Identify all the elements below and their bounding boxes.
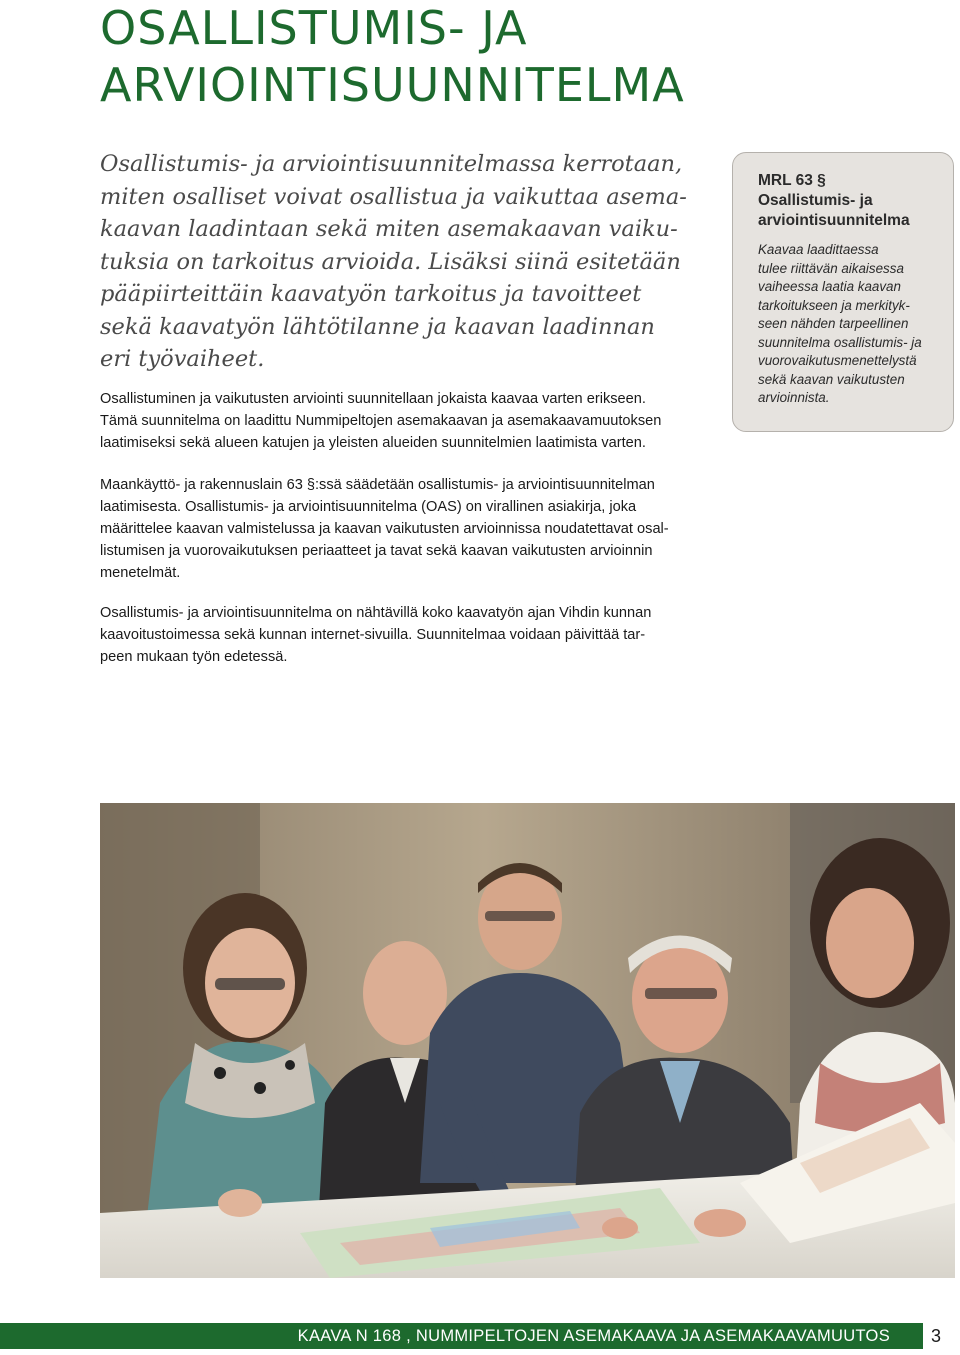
body-line: määrittelee kaavan valmistelussa ja kaavan vaikutusten arvioinnissa noudatettavat osal- <box>100 521 669 537</box>
lead-line: Osallistumis- ja arviointisuunnitelmassa kerrotaan, <box>100 151 683 177</box>
page-number: 3 <box>931 1326 942 1346</box>
body-line: laatimisesta. Osallistumis- ja arviointisuunnitelma (OAS) on virallinen asiakirja, joka <box>100 499 637 515</box>
sidebar-text-line: vaiheessa laatia kaavan <box>758 279 901 294</box>
meeting-photo <box>100 803 955 1278</box>
body-paragraph-3 <box>100 602 700 668</box>
body-line: listumisen ja vuorovaikutuksen periaatteet ja tavat sekä kaavan vaikutusten arvioinnin <box>100 543 653 559</box>
lead-line: sekä kaavatyön lähtötilanne ja kaavan laadinnan <box>100 313 655 340</box>
sidebar-text-line: vuorovaikutusmenettelystä <box>758 353 917 368</box>
body-paragraph-2 <box>100 474 700 584</box>
meeting-photo-illustration <box>100 803 955 1278</box>
page-title-line: ARVIOINTISUUNNITELMA <box>100 58 685 112</box>
body-line: peen mukaan työn edetessä. <box>100 649 288 665</box>
body-line: Tämä suunnitelma on laadittu Nummipeltojen asemakaavan ja asemakaavamuutoksen <box>100 413 662 429</box>
body-line: menetelmät. <box>100 565 181 581</box>
page-title-line: OSALLISTUMIS- JA <box>100 1 528 55</box>
sidebar-text-line: tulee riittävän aikaisessa <box>758 260 904 276</box>
lead-line: pääpiirteittäin kaavatyön tarkoitus ja tavoitteet <box>100 281 642 307</box>
sidebar-title-line: MRL 63 § <box>758 172 826 189</box>
sidebar-title-line: Osallistumis- ja <box>758 192 873 209</box>
sidebar-text-line: arvioinnista. <box>758 390 830 405</box>
sidebar-text-line: sekä kaavan vaikutusten <box>758 371 905 387</box>
body-line: Osallistumis- ja arviointisuunnitelma on nähtävillä koko kaavatyön ajan Vihdin kunnan <box>100 605 652 621</box>
lead-line: miten osalliset voivat osallistua ja vaikuttaa asema- <box>100 183 687 210</box>
body-line: laatimiseksi sekä alueen katujen ja yleisten alueiden suunnitelmien laatimista varten. <box>100 435 646 451</box>
sidebar-title <box>758 171 939 231</box>
body-paragraph-1 <box>100 388 700 454</box>
sidebar-text-line: suunnitelma osallistumis- ja <box>758 334 922 350</box>
sidebar-text <box>758 241 939 408</box>
sidebar-title-line: arviointisuunnitelma <box>758 212 910 229</box>
lead-line: kaavan laadintaan sekä miten asemakaavan vaiku- <box>100 216 678 242</box>
sidebar-text-line: seen nähden tarpeellinen <box>758 316 909 331</box>
mrl-sidebar-box <box>732 152 954 432</box>
sidebar-text-line: tarkoitukseen ja merkityk- <box>758 297 910 313</box>
sidebar-text-line: Kaavaa laadittaessa <box>758 242 879 257</box>
lead-line: tuksia on tarkoitus arvioida. Lisäksi siinä esitetään <box>100 248 681 275</box>
footer-bar: KAAVA N 168 , NUMMIPELTOJEN ASEMAKAAVA JA ASEMAKAAVAMUUTOS <box>0 1323 923 1349</box>
lead-line: eri työvaiheet. <box>100 346 265 372</box>
lead-paragraph <box>100 148 687 376</box>
body-line: Osallistuminen ja vaikutusten arviointi suunnitellaan jokaista kaavaa varten erikseen. <box>100 391 646 407</box>
page-title <box>100 0 740 114</box>
body-line: Maankäyttö- ja rakennuslain 63 §:ssä säädetään osallistumis- ja arviointisuunnitelman <box>100 477 655 493</box>
body-line: kaavoitustoimessa sekä kunnan internet-sivuilla. Suunnitelmaa voidaan päivittää tar- <box>100 627 646 643</box>
